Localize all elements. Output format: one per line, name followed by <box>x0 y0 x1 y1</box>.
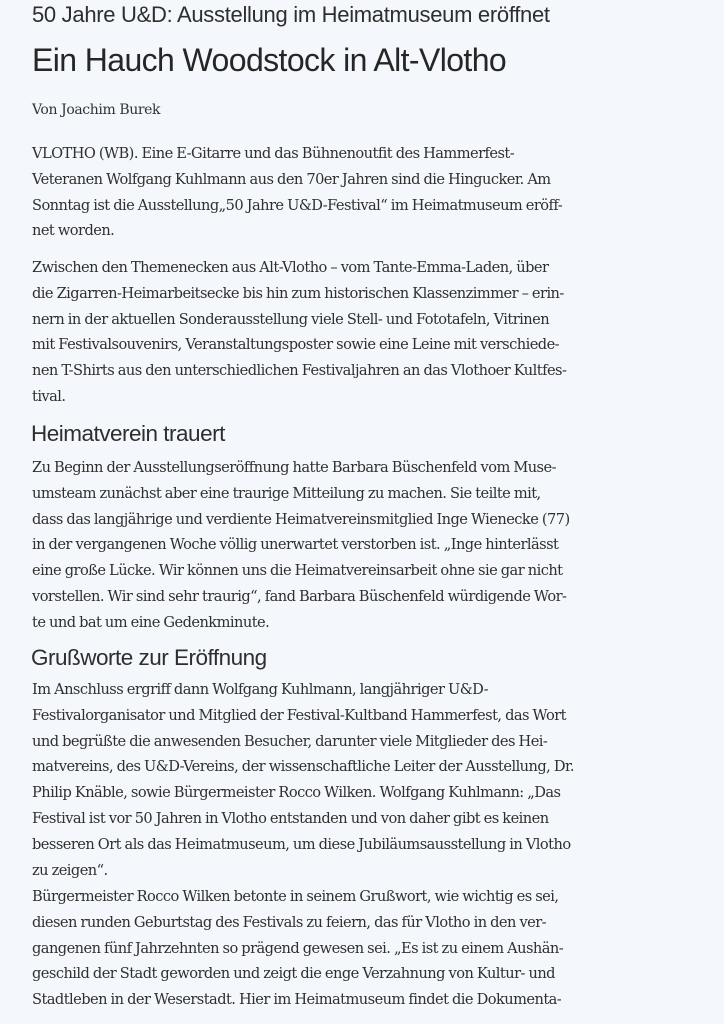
text-line: mit Festivalsouvenirs, Veranstaltungsposter sowie eine Leine mit verschiede- <box>32 336 560 354</box>
text-line: Bürgermeister Rocco Wilken betonte in seinem Grußwort, wie wichtig es sei, <box>32 888 559 905</box>
text-line: geschild der Stadt geworden und zeigt die enge Verzahnung von Kultur- und <box>32 965 555 983</box>
text-line: in der vergangenen Woche völlig unerwartet verstorben ist. „Inge hinterlässt <box>32 536 559 554</box>
text-line: tival. <box>32 387 66 405</box>
text-line: Festival ist vor 50 Jahren in Vlotho entstanden und von daher gibt es keinen <box>32 809 549 827</box>
text-line: Philip Knäble, sowie Bürgermeister Rocco Wilken. Wolfgang Kuhlmann: „Das <box>32 784 561 802</box>
text-line: nern in der aktuellen Sonderausstellung viele Stell- und Fototafeln, Vitrinen <box>32 310 550 328</box>
text-line: VLOTHO (WB). Eine E-Gitarre und das Bühnenoutfit des Hammerfest- <box>32 145 515 162</box>
text-line: net worden. <box>32 222 115 240</box>
article-kicker: 50 Jahre U&D: Ausstellung im Heimatmuseum eröffnet <box>32 2 550 27</box>
text-line: Im Anschluss ergriff dann Wolfgang Kuhlmann, langjähriger U&D- <box>32 681 488 698</box>
text-line: und begrüßte die anwesenden Besucher, darunter viele Mitglieder des Hei- <box>32 732 548 750</box>
text-line: nen T-Shirts aus den unterschiedlichen Festivaljahren an das Vlothoer Kultfes- <box>32 362 567 380</box>
text-line: te und bat um eine Gedenkminute. <box>32 613 270 631</box>
section-heading-grussworte: Grußworte zur Eröffnung <box>31 645 267 670</box>
paragraph-intro <box>32 141 562 244</box>
article-title: Ein Hauch Woodstock in Alt-Vlotho <box>32 42 507 78</box>
paragraph-kuhlmann <box>32 677 574 883</box>
text-line: Zu Beginn der Ausstellungseröffnung hatte Barbara Büschenfeld vom Muse- <box>32 459 556 476</box>
text-line: eine große Lücke. Wir können uns die Heimatvereinsarbeit ohne sie gar nicht <box>32 562 563 580</box>
section-heading-heimatverein: Heimatverein trauert <box>31 421 225 446</box>
text-line: gangenen fünf Jahrzehnten so prägend gewesen sei. „Es ist zu einem Aushän- <box>32 939 564 957</box>
text-line: umsteam zunächst aber eine traurige Mitteilung zu machen. Sie teilte mit, <box>32 484 541 502</box>
text-line: Sonntag ist die Ausstellung„50 Jahre U&D-Festival“ im Heimatmuseum eröff- <box>32 196 563 214</box>
paragraph-mourning <box>32 455 570 636</box>
text-line: Festivalorganisator und Mitglied der Festival-Kultband Hammerfest, das Wort <box>32 706 566 724</box>
text-line: diesen runden Geburtstag des Festivals zu feiern, das für Vlotho in den ver- <box>32 913 547 931</box>
text-line: zu zeigen“. <box>32 861 108 879</box>
text-line: Veteranen Wolfgang Kuhlmann aus den 70er Jahren sind die Hingucker. Am <box>32 170 551 188</box>
paragraph-wilken <box>32 884 563 1013</box>
text-line: besseren Ort als das Heimatmuseum, um diese Jubiläumsausstellung in Vlotho <box>32 835 571 853</box>
text-line: die Zigarren-Heimarbeitsecke bis hin zum historischen Klassenzimmer – erin- <box>32 284 564 302</box>
text-line: dass das langjährige und verdiente Heimatvereinsmitglied Inge Wienecke (77) <box>32 510 570 528</box>
paragraph-exhibition <box>32 255 566 410</box>
text-line: Zwischen den Themenecken aus Alt-Vlotho – vom Tante-Emma-Laden, über <box>32 259 549 276</box>
text-line: matvereins, des U&D-Vereins, der wissenschaftliche Leiter der Ausstellung, Dr. <box>32 758 574 776</box>
text-line: Stadtleben in der Weserstadt. Hier im Heimatmuseum findet die Dokumenta- <box>32 991 562 1009</box>
text-line: vorstellen. Wir sind sehr traurig“, fand Barbara Büschenfeld würdigende Wor- <box>32 587 567 605</box>
article-byline: Von Joachim Burek <box>32 102 161 118</box>
